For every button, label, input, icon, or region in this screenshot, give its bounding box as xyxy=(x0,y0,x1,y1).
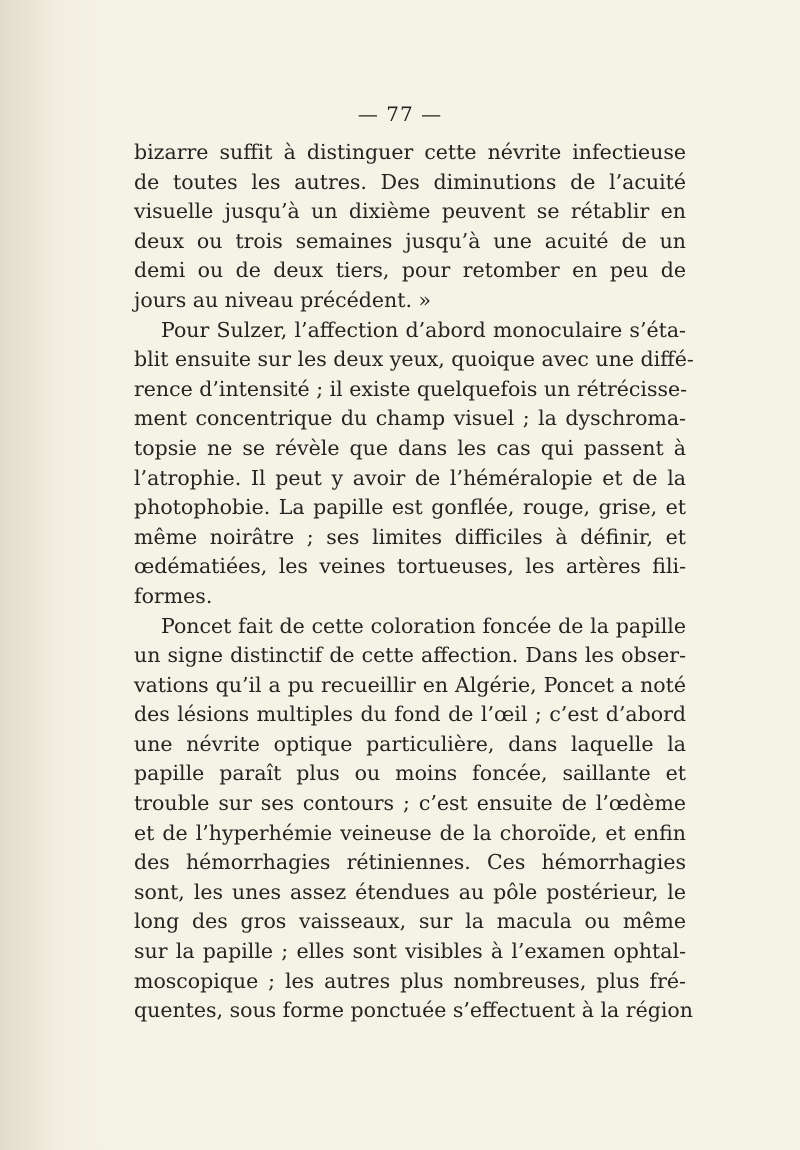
text-line: sont, les unes assez étendues au pôle postérieur, le xyxy=(134,879,686,904)
text-line: quentes, sous forme ponctuée s’effectuent à la région xyxy=(134,998,693,1023)
text-line: deux ou trois semaines jusqu’à une acuité de un xyxy=(134,228,686,253)
text-line: long des gros vaisseaux, sur la macula ou même xyxy=(134,909,686,934)
text-line: photophobie. La papille est gonflée, rouge, grise, et xyxy=(134,495,686,520)
page-number: — 77 — xyxy=(357,102,443,126)
text-line: formes. xyxy=(134,583,213,608)
text-line: sur la papille ; elles sont visibles à l’examen ophtal- xyxy=(134,939,686,964)
text-line: rence d’intensité ; il existe quelquefois un rétrécisse- xyxy=(134,376,688,401)
text-line: jours au niveau précédent. » xyxy=(134,287,432,312)
text-line: l’atrophie. Il peut y avoir de l’héméralopie et de la xyxy=(134,465,686,490)
text-line: ment concentrique du champ visuel ; la dyschroma- xyxy=(134,406,686,431)
text-line: même noirâtre ; ses limites difficiles à définir, et xyxy=(134,524,686,549)
text-line: topsie ne se révèle que dans les cas qui passent à xyxy=(134,435,686,460)
text-line: visuelle jusqu’à un dixième peuvent se rétablir en xyxy=(134,199,686,224)
text-line: une névrite optique particulière, dans laquelle la xyxy=(134,731,686,756)
text-line: des lésions multiples du fond de l’œil ; c’est d’abord xyxy=(134,702,686,727)
text-line: Pour Sulzer, l’affection d’abord monoculaire s’éta- xyxy=(161,317,686,342)
text-line: Poncet fait de cette coloration foncée de la papille xyxy=(161,613,686,638)
text-line: blit ensuite sur les deux yeux, quoique avec une diffé- xyxy=(134,347,694,372)
text-line: des hémorrhagies rétiniennes. Ces hémorrhagies xyxy=(134,850,686,875)
text-line: et de l’hyperhémie veineuse de la choroïde, et enfin xyxy=(134,820,686,845)
text-line: trouble sur ses contours ; c’est ensuite de l’œdème xyxy=(134,791,686,816)
text-line: œdématiées, les veines tortueuses, les artères fili- xyxy=(134,554,686,579)
text-line: vations qu’il a pu recueillir en Algérie, Poncet a noté xyxy=(134,672,686,697)
text-line: demi ou de deux tiers, pour retomber en peu de xyxy=(134,258,686,283)
body-text xyxy=(134,138,694,1026)
text-line: de toutes les autres. Des diminutions de l’acuité xyxy=(134,169,686,194)
text-line: moscopique ; les autres plus nombreuses, plus fré- xyxy=(134,968,686,993)
text-line: papille paraît plus ou moins foncée, saillante et xyxy=(134,761,686,786)
text-line: un signe distinctif de cette affection. Dans les obser- xyxy=(134,643,686,668)
text-line: bizarre suffit à distinguer cette névrite infectieuse xyxy=(134,140,686,164)
